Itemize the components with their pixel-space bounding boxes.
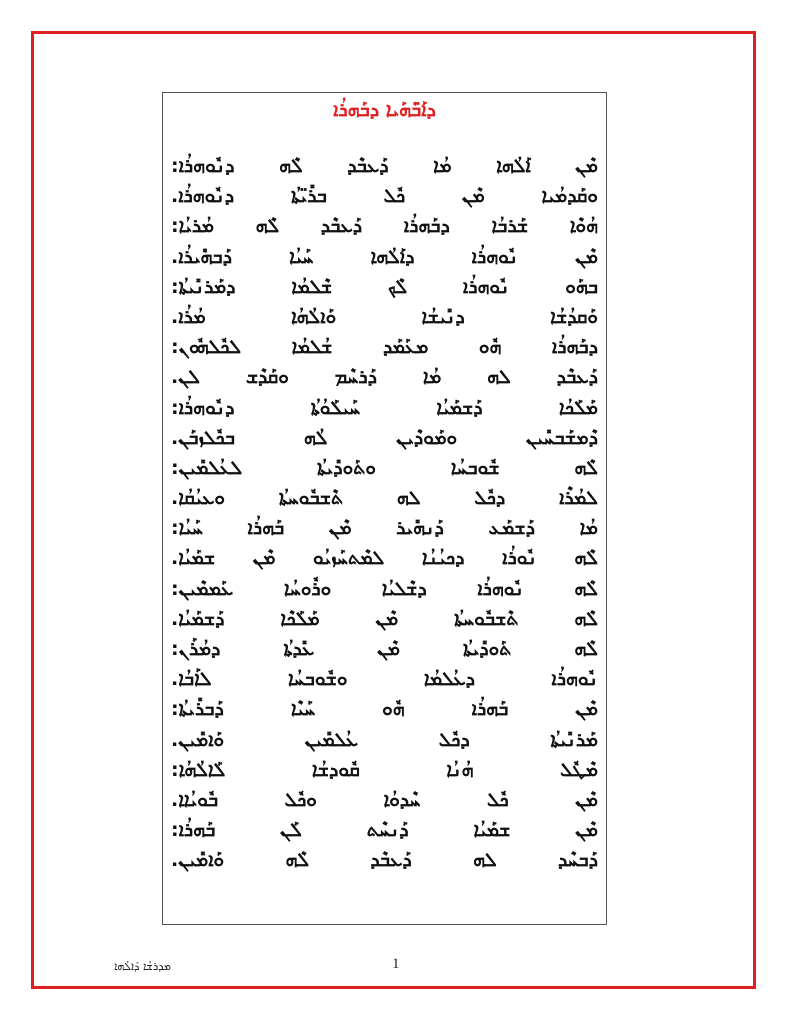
verse-line: ܘܩܰܕܡܳܝܐ ܡܶܢ ܟܽܠ ܒܪܺܝ̈ܬܳܐ ܕܢܽܘܗܪܳܐ.: [171, 185, 598, 208]
verse-list: [163, 151, 606, 876]
verse-line: ܕܰܒܚܶܕ ܠܗ ܕܰܥܒܶܕ ܠܶܗ ܘܰܐܡܺܝܢ.: [171, 849, 598, 872]
verse-line: ܡܳܐ ܕܰܫܡܰܥ ܕܰܢܗܺܝܪ ܡܶܢ ܒܰܗܪܳܐ ܚܰܝܳܐ:: [171, 517, 598, 540]
verse-line: ܠܶܗ ܬܶܫܒܽܘܚܬܳܐ ܡܶܢ ܡܰܠܰܟܶܐ ܕܰܫܡܰܝܳܐ.: [171, 607, 598, 630]
verse-line: ܡܰܠܰܟܳܐ ܕܰܫܡܰܝܳܐ ܚܰܝܠܰܘܳܬܳܐ ܕܢܽܘܗܪܳܐ:: [171, 396, 598, 419]
verse-line: ܡܶܢ ܢܽܘܗܪܳܐ ܕܐܰܠܳܗܐ ܚܰܝܳܐ ܕܰܒܗܺܝܪܳܐ.: [171, 245, 598, 268]
verse-line: ܕܒܰܗܪܳܐ ܗܽܘ ܡܥܰܡܰܕ ܫܳܠܡܳܐ ܠܟܽܠܗܽܘܢ:: [171, 336, 598, 359]
verse-line: ܡܶܛܽܠ ܗܳܢܳܐ ܩܽܘܕܫܳܐ ܠܰܐܠܳܗܳܐ:: [171, 758, 598, 781]
verse-line: ܡܶܢ ܐܰܠܳܗܐ ܡܳܐ ܕܰܥܒܶܕ ܠܶܗ ܕܢܽܘܗܪܳܐ:: [171, 155, 598, 177]
document-title: ܕܐܰܒ̈ܰܗܰܝܐ ܕܒܰܗܪܳܐ: [333, 99, 436, 121]
verse-line: ܡܶܢ ܟܽܠ ܚܶܕܘܳܐ ܘܟܽܠ ܒܽܘܝܳܐܐ.: [171, 788, 598, 811]
verse-line: ܒܗܰܘ ܢܽܘܗܪܳܐ ܠܶܟ ܫܶܠܡܳܐ ܕܡܰܪܢܺܝܬܳܐ:: [171, 275, 598, 298]
verse-line: ܠܶܗ ܫܽܘܒܚܳܐ ܘܬܰܘܕܺܝܬܳܐ ܠܥܳܠܡܺܝܢ:: [171, 456, 598, 479]
verse-line: ܠܡܳܪܶܐ ܕܟܽܠ ܠܗ ܬܶܫܒܽܘܚܬܳܐ ܘܥܝܳܩܳܐ.: [171, 487, 598, 510]
verse-line: ܡܶܢ ܒܰܗܪܳܐ ܗܽܘ ܚܰܝܶܐ ܕܰܒܪܺܝܬܳܐ:: [171, 698, 598, 721]
verse-line: ܕܶܡܫܰܒܚܺܝܢ ܘܡܰܘܕܶܝܢ ܠܳܗ ܒܟܽܠܙܒܰܢ.: [171, 426, 598, 449]
text-frame: [162, 92, 607, 925]
verse-line: ܠܶܗ ܬܰܘܕܺܝܬܳܐ ܡܶܢ ܥܺܕܬܳܐ ܕܡܳܪܰܢ:: [171, 638, 598, 660]
page-number: 1: [392, 956, 400, 972]
verse-line: ܗܳܘܶܐ ܫܰܪܒܳܐ ܕܒܰܗܪܳܐ ܕܰܥܒܶܕ ܠܶܗ ܡܳܪܝܳܐ:: [171, 215, 598, 238]
verse-line: ܠܶܗ ܢܽܘܗܪܳܐ ܕܫܶܠܝܳܐ ܘܪܽܘܚܳܐ ܥܰܡܡܶܝܢ:: [171, 577, 598, 600]
verse-line: ܘܰܩܕܳܫܳܐ ܕܢܺܝܫܳܐ ܘܰܐܠܳܗܳܐ ܡܳܪܳܐ.: [171, 305, 598, 328]
verse-line: ܡܶܢ ܫܡܰܝܳܐ ܕܰܢܚܶܬ ܠܰܢ ܒܰܗܪܳܐ:: [171, 819, 598, 842]
verse-line: ܢܽܘܗܪܳܐ ܕܥܳܠܡܳܐ ܘܫܽܘܒܚܳܐ ܠܐܰܒܳܐ.: [171, 668, 598, 691]
verse-line: ܡܰܪܢܺܝܬܳܐ ܕܟܽܠ ܥܳܠܡܺܝܢ ܘܰܐܡܺܝܢ.: [171, 728, 598, 751]
footer-label: ܡܕܪܫܳܐ ܕܰܐܠܳܗܐ: [114, 960, 172, 973]
verse-line: ܕܰܥܒܶܕ ܠܗ ܡܳܐ ܕܰܪܚܶܡ ܘܩܰܕܶܫ ܠܢ.: [171, 366, 598, 389]
verse-line: ܠܶܗ ܢܽܘܪܳܐ ܕܟܝܳܢܳܐ ܠܡܶܬܚܰܙܝܳܘ ܡܶܢ ܫܡܰܝܳܐ.: [171, 547, 598, 570]
